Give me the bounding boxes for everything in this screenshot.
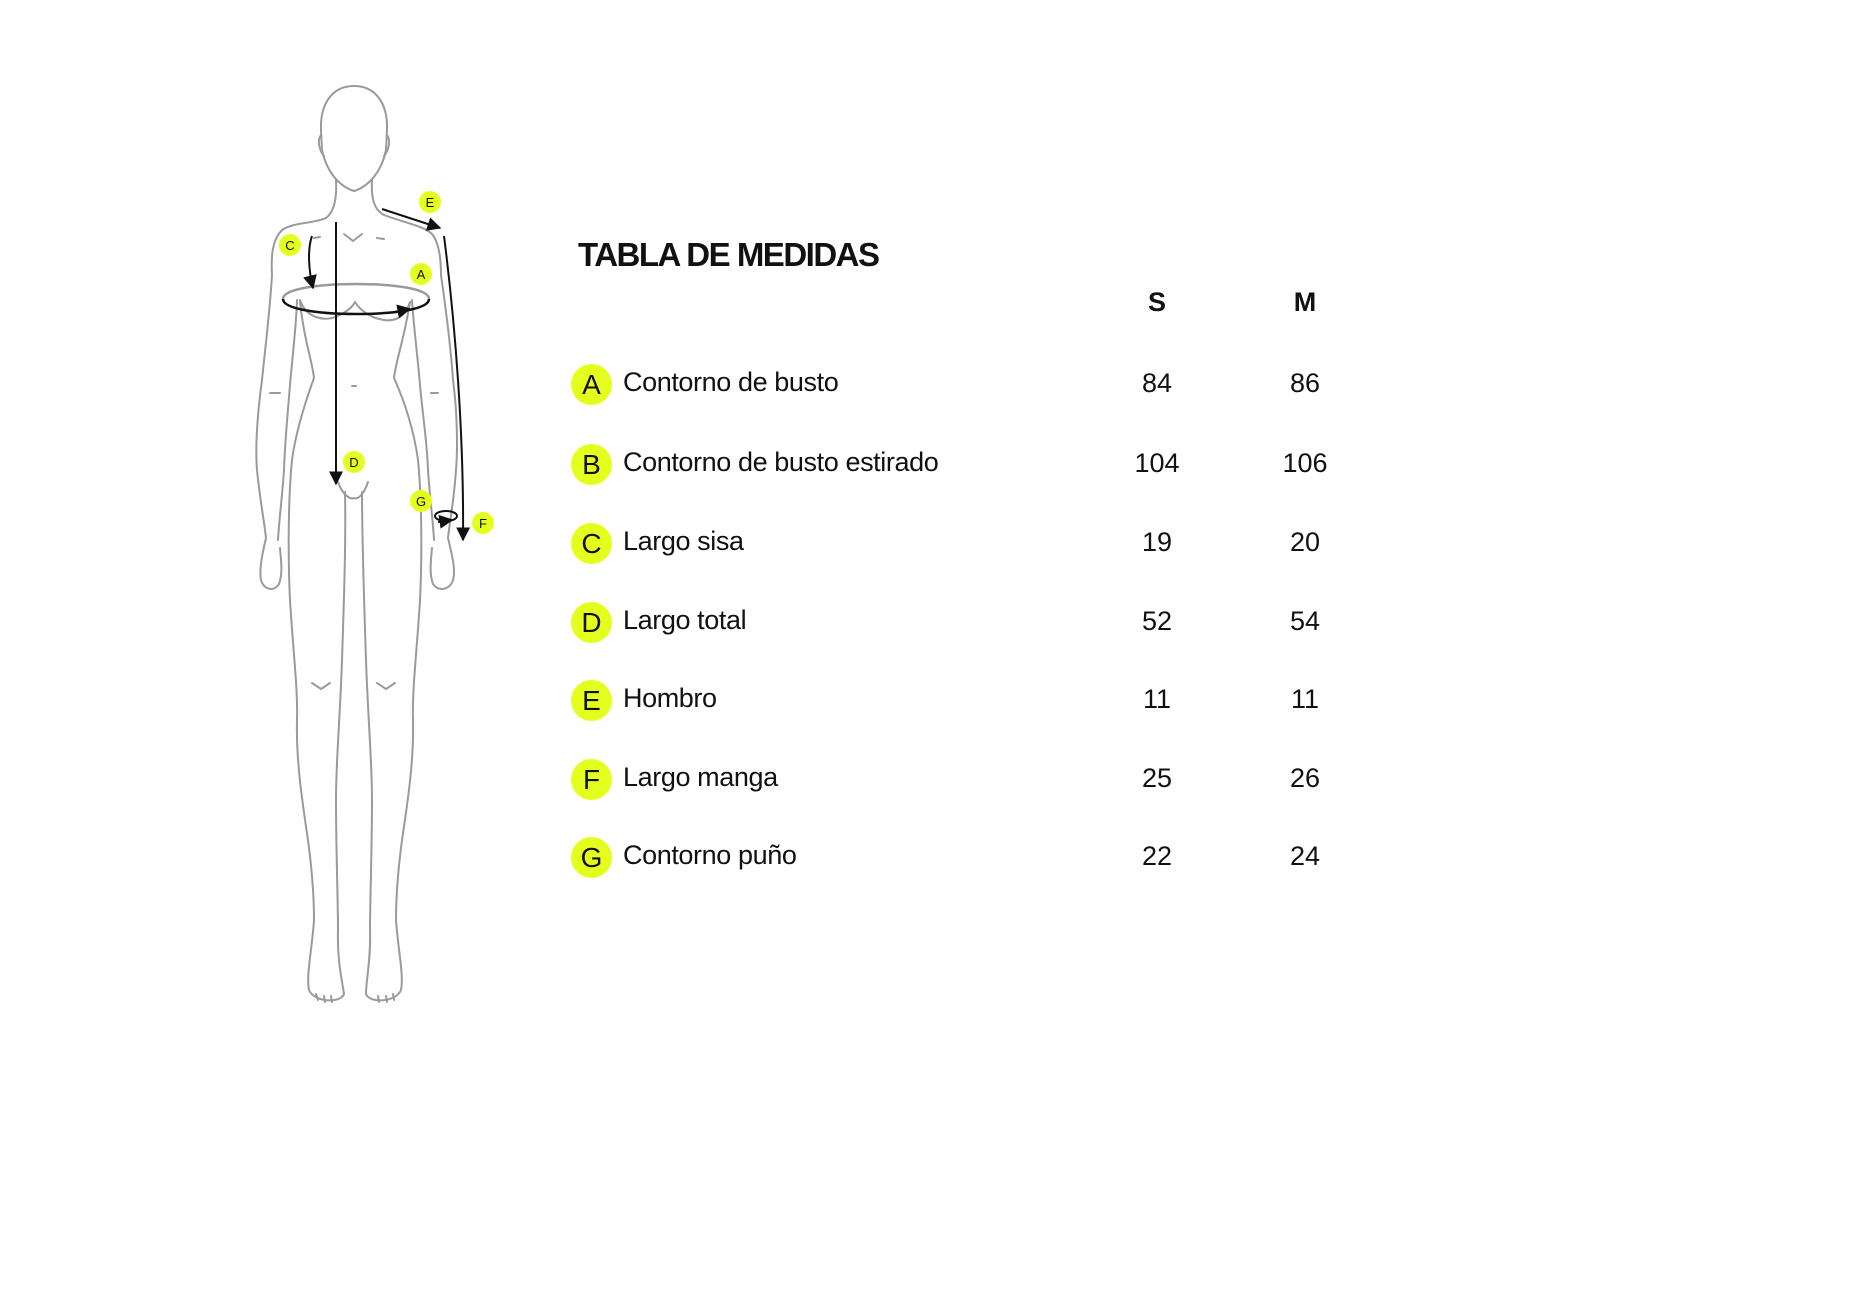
- svg-text:F: F: [479, 516, 487, 531]
- row-letter-badge: D: [571, 602, 612, 643]
- cell-size-s: 19: [1141, 527, 1173, 557]
- table-title: TABLA DE MEDIDAS: [578, 236, 879, 273]
- row-label: Contorno de busto: [623, 367, 839, 397]
- figure-badge-e: [419, 191, 441, 213]
- cell-size-s: 22: [1141, 841, 1173, 871]
- row-label: Largo manga: [623, 762, 778, 792]
- cell-size-s: 84: [1141, 368, 1173, 398]
- row-label: Hombro: [623, 683, 717, 713]
- row-label: Contorno puño: [623, 840, 797, 870]
- cuff-ellipse: [435, 511, 457, 521]
- figure-badge-d: [343, 451, 365, 473]
- cell-size-s: 52: [1141, 606, 1173, 636]
- row-label: Largo sisa: [623, 526, 744, 556]
- cell-size-m: 20: [1289, 527, 1321, 557]
- arrow-armhole: [309, 236, 313, 288]
- table-row: [571, 444, 1371, 486]
- table-row: [571, 364, 1371, 406]
- figure-badge-a: [410, 263, 432, 285]
- table-row: [571, 837, 1371, 879]
- svg-text:C: C: [285, 238, 295, 253]
- row-letter-badge: E: [571, 680, 612, 721]
- row-letter-badge: F: [571, 759, 612, 800]
- cell-size-m: 26: [1289, 763, 1321, 793]
- row-letter-badge: G: [571, 837, 612, 878]
- column-header-m: M: [1293, 287, 1317, 317]
- figure-badge-c: [279, 234, 301, 256]
- table-row: [571, 523, 1371, 565]
- figure-badge-f: [472, 512, 494, 534]
- cell-size-s: 25: [1141, 763, 1173, 793]
- cell-size-s: 104: [1134, 448, 1180, 478]
- svg-text:E: E: [425, 195, 435, 210]
- row-letter-badge: A: [571, 364, 612, 405]
- row-letter-badge: B: [571, 444, 612, 485]
- cell-size-m: 11: [1290, 684, 1320, 714]
- table-row: [571, 602, 1371, 644]
- cell-size-m: 54: [1289, 606, 1321, 636]
- row-label: Contorno de busto estirado: [623, 447, 939, 477]
- table-row: [571, 759, 1371, 801]
- svg-text:A: A: [416, 267, 426, 282]
- bust-circumference-ellipse: [283, 284, 429, 314]
- column-header-s: S: [1147, 287, 1166, 317]
- body-figure: [0, 0, 560, 1080]
- figure-badge-g: [410, 490, 432, 512]
- table-row: [571, 680, 1371, 722]
- row-label: Largo total: [623, 605, 747, 635]
- cell-size-m: 86: [1289, 368, 1321, 398]
- svg-text:D: D: [349, 455, 359, 470]
- svg-text:G: G: [415, 494, 427, 509]
- cell-size-m: 106: [1282, 448, 1328, 478]
- cell-size-s: 11: [1142, 684, 1172, 714]
- cell-size-m: 24: [1289, 841, 1321, 871]
- row-letter-badge: C: [571, 523, 612, 564]
